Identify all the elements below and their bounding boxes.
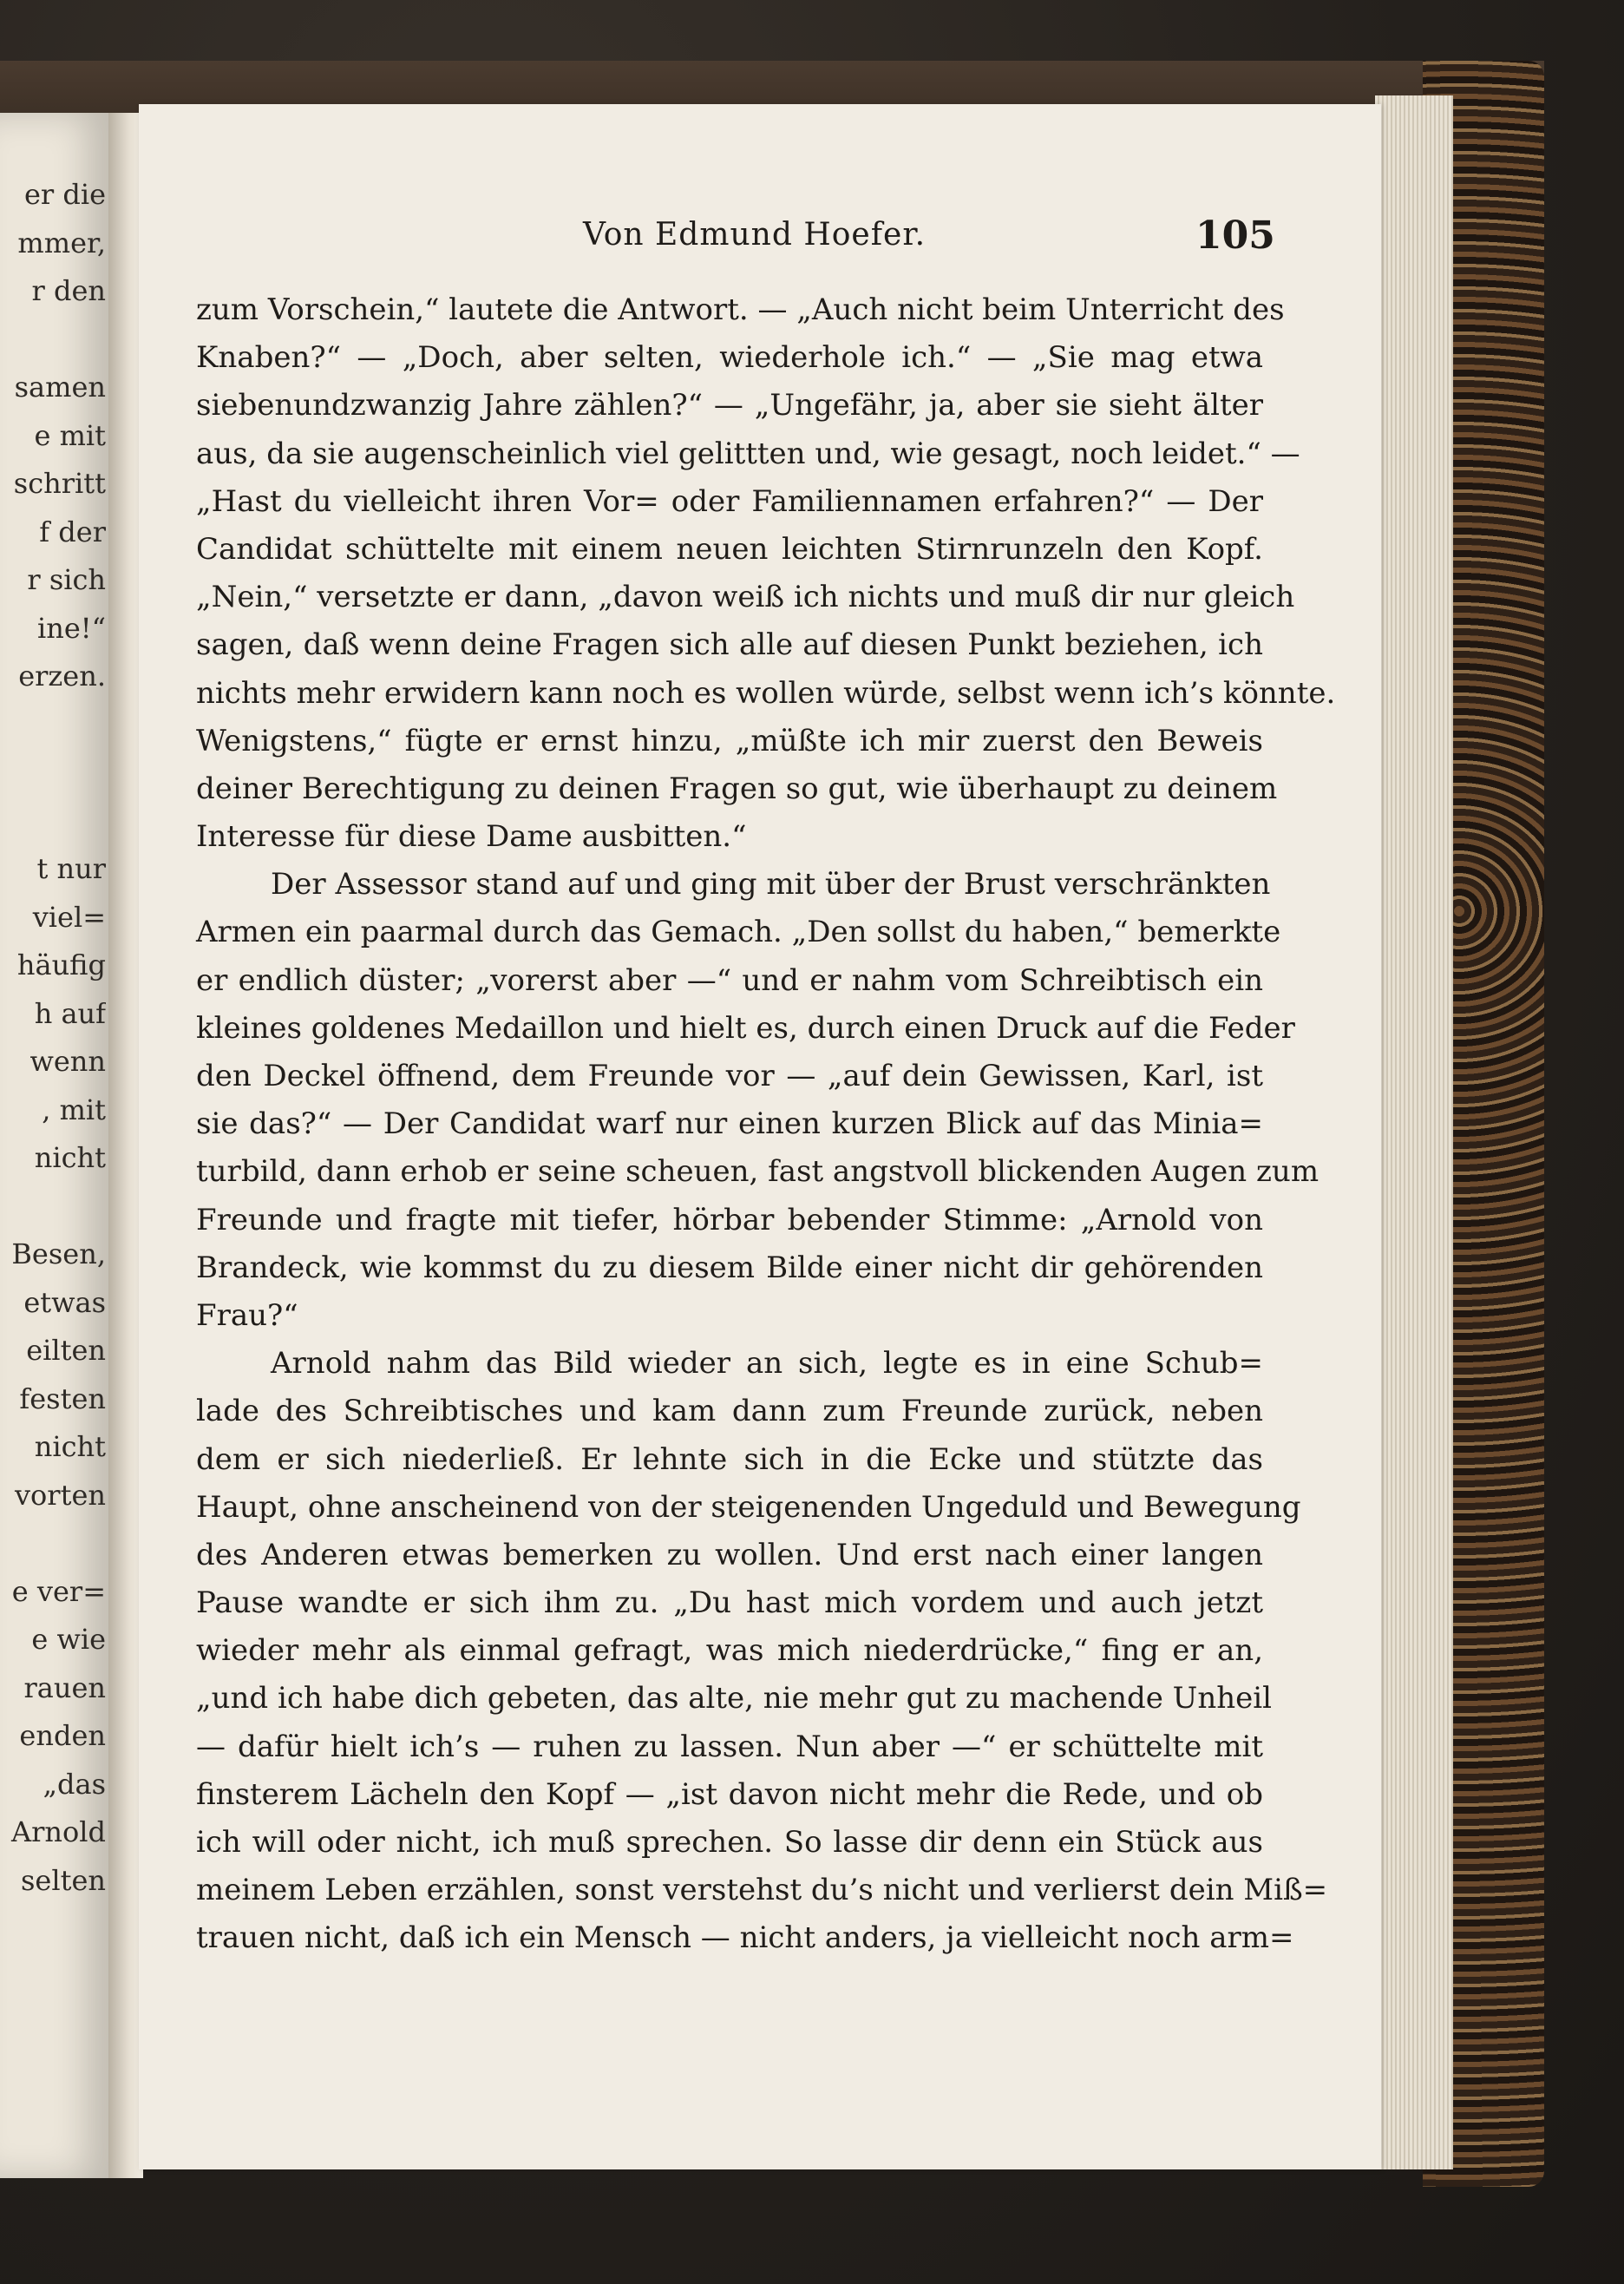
text-line: trauen nicht, daß ich ein Mensch — nicht anders, ja vielleicht noch arm= [196, 1920, 1294, 1956]
text-line: dem er sich niederließ. Er lehnte sich in die Ecke und stützte das [196, 1441, 1263, 1477]
text-line: „Nein,“ versetzte er dann, „davon weiß ich nichts und muß dir nur gleich [196, 580, 1295, 615]
running-head [139, 213, 1371, 269]
text-line: Freunde und fragte mit tiefer, hörbar bebender Stimme: „Arnold von [196, 1202, 1263, 1237]
page-number: 105 [1195, 213, 1275, 258]
text-line: lade des Schreibtisches und kam dann zum Freunde zurück, neben [196, 1394, 1263, 1429]
running-title: Von Edmund Hoefer. [583, 217, 927, 253]
left-page-fragment: r den [31, 274, 106, 307]
left-page-fragment: e wie [31, 1623, 106, 1656]
left-page-fragment: h auf [34, 996, 106, 1030]
left-page-fragment: f der [39, 515, 106, 548]
text-line: „und ich habe dich gebeten, das alte, nie mehr gut zu machende Unheil [196, 1681, 1273, 1716]
left-page [0, 113, 113, 2178]
text-line: Brandeck, wie kommst du zu diesem Bilde einer nicht dir gehörenden [196, 1250, 1263, 1285]
text-line: er endlich düster; „vorerst aber —“ und er nahm vom Schreibtisch ein [196, 962, 1263, 998]
text-line: „Hast du vielleicht ihren Vor= oder Familiennamen erfahren?“ — Der [196, 483, 1263, 519]
left-page-fragment: e mit [34, 418, 106, 452]
left-page-fragment: , mit [42, 1093, 106, 1126]
text-line: — dafür hielt ich’s — ruhen zu lassen. Nun aber —“ er schüttelte mit [196, 1729, 1263, 1764]
right-page [139, 104, 1381, 2169]
left-page-fragment: t nur [36, 852, 106, 885]
text-line: sagen, daß wenn deine Fragen sich alle auf diesen Punkt beziehen, ich [196, 627, 1263, 663]
text-line: des Anderen etwas bemerken zu wollen. Und erst nach einer langen [196, 1537, 1263, 1572]
text-line: Frau?“ [196, 1297, 298, 1333]
text-line: den Deckel öffnend, dem Freunde vor — „auf dein Gewissen, Karl, ist [196, 1059, 1263, 1093]
text-line: Candidat schüttelte mit einem neuen leichten Stirnrunzeln den Kopf. [196, 531, 1263, 567]
text-line: Interesse für diese Dame ausbitten.“ [196, 819, 747, 855]
left-page-fragment: r sich [27, 563, 106, 596]
body-text [196, 286, 1336, 1963]
left-page-fragment: ine!“ [37, 611, 106, 645]
left-page-fragment: samen [14, 371, 106, 404]
left-page-fragment: mmer, [17, 226, 106, 259]
text-line: siebenundzwanzig Jahre zählen?“ — „Ungefähr, ja, aber sie sieht älter [196, 388, 1263, 423]
left-page-fragment: wenn [29, 1045, 106, 1078]
text-line: finsterem Lächeln den Kopf — „ist davon nicht mehr die Rede, und ob [196, 1776, 1263, 1812]
text-line: Arnold nahm das Bild wieder an sich, legte es in eine Schub= [271, 1346, 1263, 1382]
text-line: nichts mehr erwidern kann noch es wollen würde, selbst wenn ich’s könnte. [196, 675, 1336, 711]
left-page-fragment: etwas [23, 1285, 106, 1319]
text-line: Pause wandte er sich ihm zu. „Du hast mich vordem und auch jetzt [196, 1585, 1263, 1621]
left-page-fragment: nicht [34, 1430, 106, 1463]
book-gutter [108, 113, 143, 2178]
text-line: ich will oder nicht, ich muß sprechen. So lasse dir denn ein Stück aus [196, 1825, 1263, 1860]
text-line: meinem Leben erzählen, sonst verstehst du’s nicht und verlierst dein Miß= [196, 1873, 1328, 1908]
page-stack-edge [1375, 95, 1453, 2169]
text-line: turbild, dann erhob er seine scheuen, fast angstvoll blickenden Augen zum [196, 1154, 1320, 1190]
text-line: zum Vorschein,“ lautete die Antwort. — „Auch nicht beim Unterricht des [196, 292, 1285, 327]
left-page-fragment: vorten [14, 1478, 106, 1512]
left-page-fragment: Besen, [11, 1237, 106, 1270]
left-page-fragment: festen [19, 1382, 106, 1415]
left-page-fragment: e ver= [11, 1574, 106, 1608]
text-line: Haupt, ohne anscheinend von der steigenenden Ungeduld und Bewegung [196, 1489, 1301, 1525]
text-line: Knaben?“ — „Doch, aber selten, wiederhole ich.“ — „Sie mag etwa [196, 340, 1263, 376]
text-line: kleines goldenes Medaillon und hielt es, durch einen Druck auf die Feder [196, 1010, 1295, 1046]
left-page-fragment: schritt [13, 467, 106, 500]
left-page-fragment: Arnold [11, 1815, 106, 1848]
text-line: wieder mehr als einmal gefragt, was mich niederdrücke,“ fing er an, [196, 1633, 1263, 1669]
left-page-fragment: rauen [23, 1670, 106, 1704]
left-page-fragment: häufig [16, 948, 106, 981]
left-page-fragment: er die [23, 178, 106, 211]
left-page-fragment: erzen. [18, 660, 106, 692]
text-line: aus, da sie augenscheinlich viel gelittten und, wie gesagt, noch leidet.“ — [196, 436, 1300, 471]
left-page-fragment: selten [21, 1863, 106, 1897]
left-page-fragment: „das [43, 1767, 106, 1801]
left-page-fragment: viel= [32, 900, 106, 934]
text-line: Der Assessor stand auf und ging mit über der Brust verschränkten [271, 867, 1271, 902]
left-page-fragment: enden [19, 1719, 106, 1752]
left-page-fragment: nicht [34, 1141, 106, 1174]
left-page-fragment: eilten [26, 1334, 106, 1367]
text-line: sie das?“ — Der Candidat warf nur einen kurzen Blick auf das Minia= [196, 1106, 1263, 1142]
text-line: deiner Berechtigung zu deinen Fragen so gut, wie überhaupt zu deinem [196, 771, 1278, 806]
text-line: Wenigstens,“ fügte er ernst hinzu, „müßte ich mir zuerst den Beweis [196, 723, 1263, 758]
text-line: Armen ein paarmal durch das Gemach. „Den sollst du haben,“ bemerkte [196, 915, 1281, 950]
